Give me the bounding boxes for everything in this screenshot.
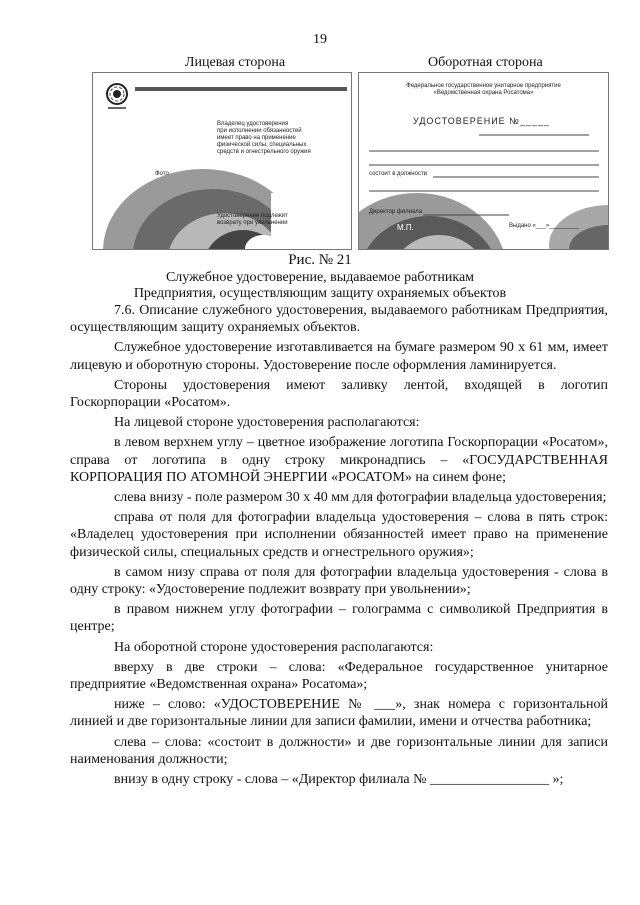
holder-rights-text: Владелец удостоверения при исполнении обязанностей имеет право на применение физической силы, специальных средств и огнестрельного оружия: [217, 121, 311, 155]
paragraph: справа от поля для фотографии владельца удостоверения – слова в пять строк: «Владелец удостоверения при исполнении обязанностей имеет право на применение физической силы, специальных средств и огнестрельного оружия»;: [70, 510, 608, 560]
back-side-caption: Оборотная сторона: [428, 55, 543, 70]
paragraph: На оборотной стороне удостоверения располагаются:: [114, 639, 434, 655]
paragraph: На лицевой стороне удостоверения располагаются:: [114, 415, 420, 431]
paragraph: Стороны удостоверения имеют заливку лентой, входящей в логотип Госкорпорации «Росатом».: [70, 377, 608, 411]
figure-caption-line2: Предприятия, осуществляющим защиту охраняемых объектов: [133, 286, 507, 301]
card-back: [358, 72, 609, 250]
paragraph: внизу в одну строку - слова – «Директор филиала № _________________ »;: [114, 772, 564, 788]
stamp-label: М.П.: [397, 223, 414, 232]
position-label: состоит в должности: [369, 171, 428, 177]
paragraph: слева – слова: «состоит в должности» и две горизонтальные линии для записи наименования должности;: [70, 734, 608, 767]
org-name-text: Федеральное государственное унитарное предприятие «Ведомственная охрана Росатома»: [406, 83, 561, 96]
document-body: [70, 302, 608, 791]
header-microtext-strip: [135, 87, 347, 91]
director-label: Директор филиала: [369, 209, 423, 215]
card-front: [92, 72, 352, 250]
paragraph: вверху в две строки – слова: «Федеральное государственное унитарное предприятие «Ведомственная охрана» Росатома»;: [70, 659, 608, 693]
figure-caption-line1: Служебное удостоверение, выдаваемое работникам: [165, 270, 475, 285]
certificate-title: УДОСТОВЕРЕНИЕ №_____: [413, 116, 550, 126]
paragraph: 7.6. Описание служебного удостоверения, выдаваемого работникам Предприятия, осуществляющим защиту охраняемых объектов.: [70, 303, 608, 336]
paragraph: в правом нижнем углу фотографии – голограмма с символикой Предприятия в центре;: [70, 602, 608, 635]
issued-label: Выдано «___»_________: [509, 223, 580, 229]
paragraph: в самом низу справа от поля для фотографии владельца удостоверения - слова в одну строку: «Удостоверение подлежит возврату при увольнении»;: [70, 564, 608, 598]
paragraph: в левом верхнем углу – цветное изображение логотипа Госкорпорации «Росатом», справа от логотипа в одну строку микронадпись – «ГОСУДАРСТВЕННАЯ КОРПОРАЦИЯ ПО АТОМНОЙ ЭНЕРГИИ «РОСАТОМ» на синем фоне;: [70, 435, 608, 485]
id-card-figure: [92, 72, 607, 250]
paragraph: Служебное удостоверение изготавливается на бумаге размером 90 х 61 мм, имеет лицевую и оборотную стороны. Удостоверение после оформления ламинируется.: [70, 340, 608, 373]
paragraph: ниже – слово: «УДОСТОВЕРЕНИЕ № ___», знак номера с горизонтальной линией и две горизонтальные линии для записи фамилии, имени и отчества работника;: [70, 697, 608, 730]
page-number: 19: [313, 32, 327, 47]
figure-title: Рис. № 21: [288, 252, 352, 268]
photo-label: Фото: [155, 171, 169, 177]
paragraph: слева внизу - поле размером 30 х 40 мм для фотографии владельца удостоверения;: [114, 490, 607, 506]
front-side-caption: Лицевая сторона: [185, 55, 286, 70]
return-notice-text: Удостоверение подлежит возврату при увольнении: [217, 213, 288, 226]
back-hologram-swirl: [359, 193, 507, 249]
rosatom-logo-icon: [107, 84, 127, 109]
